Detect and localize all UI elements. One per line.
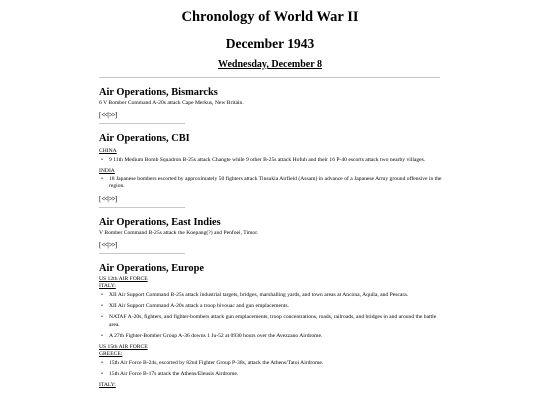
- day-heading: Wednesday, December 8: [218, 59, 322, 70]
- list-item: [99, 157, 444, 164]
- bullet-icon: •: [101, 291, 103, 298]
- page-title: Chronology of World War II: [181, 9, 359, 25]
- section-europe: [99, 263, 444, 390]
- subsection-12th-air-force[interactable]: US 12th AIR FORCE: [99, 276, 148, 283]
- section-east-indies: [99, 217, 444, 254]
- section-bismarcks: [99, 87, 444, 124]
- nav-bracket-open: [: [99, 241, 102, 250]
- item-text: NATAF A-20s, fighters, and fighter-bombers attack gun emplacements, troop concentrations, roads, railroads, and bridges in and around the battle area.: [109, 314, 437, 328]
- region-italy: ITALY:: [99, 283, 116, 290]
- section-divider: [99, 253, 185, 254]
- nav-separator: |: [107, 194, 109, 203]
- bullet-icon: •: [101, 332, 103, 339]
- bullet-icon: •: [101, 371, 103, 378]
- nav-bracket-close: ]: [114, 194, 118, 203]
- list-item: [99, 360, 444, 367]
- subsection-china[interactable]: CHINA: [99, 148, 117, 155]
- nav-bracket-open: [: [99, 111, 102, 120]
- content: [99, 87, 444, 399]
- region-italy-2: ITALY:: [99, 382, 116, 389]
- section-title: Air Operations, CBI: [99, 133, 190, 145]
- prev-link[interactable]: <<: [101, 241, 108, 250]
- section-title: Air Operations, East Indies: [99, 216, 221, 228]
- section-title: Air Operations, Bismarcks: [99, 87, 218, 98]
- next-link[interactable]: >>: [108, 194, 115, 203]
- item-text: 15th Air Force B-24s, escorted by 82nd Fighter Group P-38s, attack the Athens/Tatoi Airdrome.: [109, 359, 324, 366]
- next-link[interactable]: >>: [108, 111, 115, 120]
- bullet-icon: •: [101, 302, 103, 309]
- prev-link[interactable]: <<: [101, 194, 108, 203]
- list-item: [99, 176, 444, 191]
- list-item: [99, 333, 444, 340]
- item-text: A 27th Fighter-Bomber Group A-36 downs 1 Ju-52 at 0930 hours over the Avezzano Airdrome.: [109, 332, 323, 339]
- item-text: 9 11th Medium Bomb Squadron B-25s attack Changte while 9 other B-25s attack Hofuh and their 16 P-40 escorts attack two nearby villages.: [109, 156, 426, 163]
- section-divider: [99, 123, 185, 124]
- subsection-india[interactable]: INDIA: [99, 167, 115, 174]
- section-cbi: [99, 133, 444, 207]
- section-title: Air Operations, Europe: [99, 263, 204, 275]
- item-text: XII Air Support Command B-25s attack industrial targets, bridges, marshalling yards, and town areas at Ancona, Aquila, and Pescara.: [109, 291, 409, 298]
- list-item: [99, 314, 444, 329]
- section-nav: [99, 111, 444, 120]
- nav-separator: |: [107, 111, 109, 120]
- month-heading: December 1943: [225, 36, 315, 51]
- section-text: V Bomber Command B-25s attack the Koepang(?) and Penfoei, Timor.: [99, 229, 259, 236]
- bullet-icon: •: [101, 359, 103, 366]
- bullet-icon: •: [101, 314, 103, 321]
- nav-bracket-close: ]: [114, 111, 118, 120]
- section-nav: [99, 241, 444, 250]
- section-nav: [99, 195, 444, 204]
- subsection-15th-air-force[interactable]: US 15th AIR FORCE: [99, 344, 148, 351]
- nav-bracket-close: ]: [114, 241, 118, 250]
- region-greece: GREECE:: [99, 351, 123, 358]
- item-text: XII Air Support Command A-20s attack a troop bivouac and gun emplacements.: [109, 302, 289, 309]
- prev-link[interactable]: <<: [101, 111, 108, 120]
- item-text: 18 Japanese bombers escorted by approximately 50 fighters attack Tinsukia Airfield (Assam) in advance of a Japanese Army ground offensive in the region.: [109, 176, 442, 190]
- bullet-icon: •: [101, 156, 103, 163]
- bullet-icon: •: [101, 176, 103, 183]
- section-text: 6 V Bomber Command A-20s attack Cape Merkus, New Britain.: [99, 100, 244, 106]
- top-divider: [99, 77, 440, 78]
- list-item: [99, 303, 444, 310]
- nav-separator: |: [107, 241, 109, 250]
- list-item: [99, 371, 444, 378]
- item-text: 15th Air Force B-17s attack the Athens/Eleusis Airdrome.: [109, 371, 239, 378]
- nav-bracket-open: [: [99, 194, 102, 203]
- section-divider: [99, 207, 185, 208]
- list-item: [99, 292, 444, 299]
- next-link[interactable]: >>: [108, 241, 115, 250]
